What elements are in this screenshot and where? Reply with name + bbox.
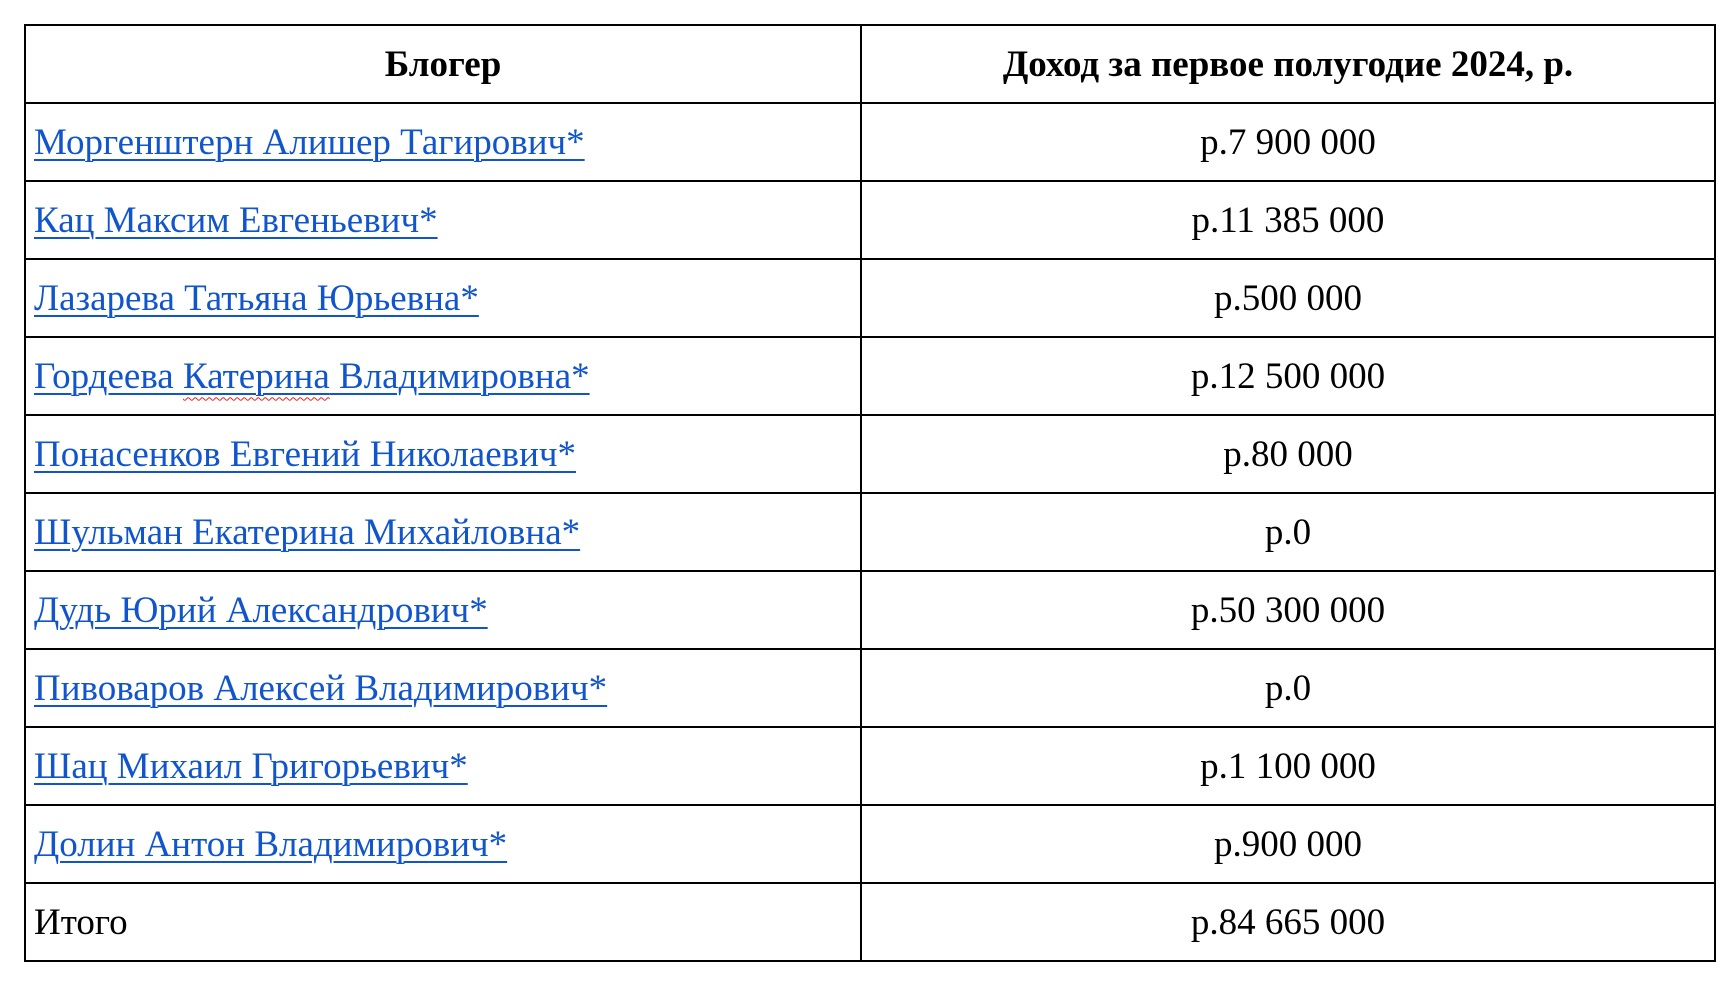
table-row (25, 337, 1715, 415)
blogger-link[interactable]: Шульман Екатерина Михайловна* (34, 511, 581, 553)
blogger-link[interactable]: Шац Михаил Григорьевич* (34, 745, 468, 787)
header-income: Доход за первое полугодие 2024, р. (861, 25, 1715, 103)
header-blogger: Блогер (25, 25, 861, 103)
header-row (25, 25, 1715, 103)
total-row (25, 883, 1715, 961)
blogger-name-cell (25, 415, 861, 493)
blogger-link[interactable]: Кац Максим Евгеньевич* (34, 199, 438, 241)
income-cell: р.0 (861, 649, 1715, 727)
blogger-name-cell (25, 805, 861, 883)
blogger-name-cell (25, 337, 861, 415)
blogger-income-table (24, 24, 1716, 962)
name-part: Владимировна* (329, 355, 590, 397)
table-row (25, 259, 1715, 337)
income-table-container (24, 24, 1716, 962)
income-cell: р.12 500 000 (861, 337, 1715, 415)
table-row (25, 571, 1715, 649)
blogger-name-cell (25, 181, 861, 259)
blogger-link[interactable]: Лазарева Татьяна Юрьевна* (34, 277, 479, 319)
blogger-link[interactable]: Моргенштерн Алишер Тагирович* (34, 121, 585, 163)
table-row (25, 415, 1715, 493)
table-row (25, 181, 1715, 259)
table-row (25, 103, 1715, 181)
table-row (25, 649, 1715, 727)
blogger-name-cell (25, 259, 861, 337)
table-row (25, 727, 1715, 805)
income-cell: р.11 385 000 (861, 181, 1715, 259)
blogger-link[interactable] (34, 356, 590, 397)
income-cell: р.7 900 000 (861, 103, 1715, 181)
total-income: р.84 665 000 (861, 883, 1715, 961)
income-cell: р.900 000 (861, 805, 1715, 883)
income-cell: р.50 300 000 (861, 571, 1715, 649)
income-cell: р.500 000 (861, 259, 1715, 337)
blogger-link[interactable]: Понасенков Евгений Николаевич* (34, 433, 577, 475)
name-part: Гордеева (34, 355, 183, 397)
blogger-link[interactable]: Дудь Юрий Александрович* (34, 589, 488, 631)
income-cell: р.80 000 (861, 415, 1715, 493)
table-row (25, 493, 1715, 571)
spellcheck-flagged-word: Катерина (182, 355, 330, 397)
blogger-link[interactable]: Пивоваров Алексей Владимирович* (34, 667, 608, 709)
total-label: Итого (25, 883, 861, 961)
blogger-name-cell (25, 103, 861, 181)
blogger-name-cell (25, 493, 861, 571)
income-cell: р.1 100 000 (861, 727, 1715, 805)
blogger-name-cell (25, 649, 861, 727)
table-row (25, 805, 1715, 883)
blogger-link[interactable]: Долин Антон Владимирович* (34, 823, 508, 865)
blogger-name-cell (25, 727, 861, 805)
income-cell: р.0 (861, 493, 1715, 571)
blogger-name-cell (25, 571, 861, 649)
